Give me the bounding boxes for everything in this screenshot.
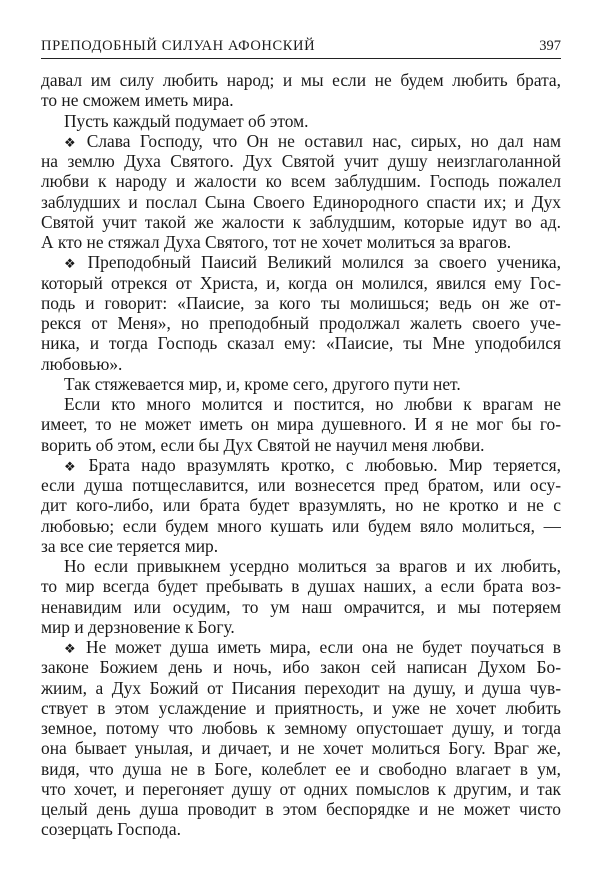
running-title: ПРЕПОДОБНЫЙ СИЛУАН АФОНСКИЙ: [41, 38, 316, 54]
paragraph: [41, 111, 561, 131]
text-line: [41, 435, 561, 455]
paragraph-bullet-icon: ❖: [64, 134, 81, 150]
bulleted-paragraph: [41, 131, 561, 253]
text-line: [41, 718, 561, 738]
paragraph: [41, 556, 561, 637]
line-text: заблудших и послал Сына Своего Единородного спасти их; и Дух: [41, 191, 561, 212]
line-text: А кто не стяжал Духа Святого, тот не хочет молиться за врагов.: [41, 232, 512, 252]
text-line: [41, 131, 561, 151]
page-number: 397: [539, 38, 561, 54]
text-line: [41, 252, 561, 272]
text-line: [41, 111, 561, 131]
text-line: [41, 192, 561, 212]
line-text: любовью; если будем много кушать или будем вяло молиться, —: [41, 515, 561, 536]
line-text: Слава Господу, что Он не оставил нас, сирых, но дал нам: [86, 130, 561, 151]
paragraph-bullet-icon: ❖: [64, 256, 82, 272]
text-line: [41, 617, 561, 637]
text-line: [41, 657, 561, 677]
text-line: [41, 819, 561, 839]
text-line: [41, 151, 561, 171]
line-text: видя, что душа не в Боге, колеблет ее и свободно влагает в ум,: [41, 758, 561, 779]
text-line: [41, 597, 561, 617]
paragraph: [41, 70, 561, 111]
line-text: за все сие теряется мир.: [41, 535, 219, 556]
line-text: то не сможем иметь мира.: [41, 90, 234, 111]
bulleted-paragraph: [41, 637, 561, 840]
text-line: [41, 90, 561, 110]
text-line: [41, 333, 561, 353]
line-text: ника, и тогда Господь сказал ему: «Паисие, ты Мне уподобился: [41, 333, 561, 354]
text-line: [41, 70, 561, 90]
line-text: ствует в этом услаждение и приятность, и уже не хочет любить: [41, 697, 561, 718]
text-line: [41, 536, 561, 556]
line-text: она бывает унылая, и дичает, и не хочет молиться Богу. Враг же,: [41, 738, 561, 759]
text-line: [41, 779, 561, 799]
text-line: [41, 313, 561, 333]
text-line: [41, 455, 561, 475]
running-header: [41, 34, 561, 59]
line-text: Не может душа иметь мира, если она не будет поучаться в: [86, 637, 561, 657]
text-line: [41, 738, 561, 758]
line-text: Пусть каждый подумает об этом.: [64, 110, 309, 131]
text-line: [41, 475, 561, 495]
line-text: Если кто много молится и постится, но любви к врагам не: [64, 394, 561, 414]
line-text: имеет, то не может иметь он мира душевного. И я не мог бы го-: [41, 414, 561, 435]
line-text: если душа потщеславится, или вознесется пред братом, или осу-: [41, 475, 561, 495]
text-line: [41, 799, 561, 819]
line-text: созерцать Господа.: [41, 819, 181, 840]
text-line: [41, 354, 561, 374]
line-text: мир и дерзновение к Богу.: [41, 616, 235, 637]
text-line: [41, 637, 561, 657]
text-line: [41, 759, 561, 779]
line-text: жиим, а Дух Божий от Писания переходит на душу, и душа чув-: [41, 677, 561, 698]
line-text: любовью».: [41, 353, 123, 374]
paragraph-bullet-icon: ❖: [64, 641, 81, 656]
text-line: [41, 516, 561, 536]
line-text: Брата надо вразумлять кротко, с любовью. Мир теряется,: [88, 454, 561, 475]
text-line: [41, 678, 561, 698]
line-text: законе Божием день и ночь, ибо закон сей написан Духом Бо-: [41, 657, 561, 678]
line-text: Святой учит такой же жалости к заблудшим, которые идут во ад.: [41, 211, 561, 232]
text-line: [41, 171, 561, 191]
line-text: дит кого-либо, или брата будет вразумлять, но не кротко и не с: [41, 495, 561, 516]
text-line: [41, 556, 561, 576]
text-line: [41, 414, 561, 434]
paragraph: [41, 394, 561, 455]
line-text: ворить об этом, если бы Дух Святой не научил меня любви.: [41, 434, 485, 455]
text-line: [41, 374, 561, 394]
bulleted-paragraph: [41, 252, 561, 374]
bulleted-paragraph: [41, 455, 561, 556]
line-text: целый день душа проводит в этом беспорядке и не может чисто: [41, 799, 561, 819]
line-text: земное, потому что любовь к земному опустошает душу, и тогда: [41, 718, 561, 738]
page-body-text: [41, 70, 561, 840]
text-line: [41, 232, 561, 252]
text-line: [41, 698, 561, 718]
paragraph-bullet-icon: ❖: [64, 458, 83, 474]
text-line: [41, 212, 561, 232]
line-text: на землю Духа Святого. Дух Святой учит душу неизглаголанной: [41, 151, 561, 171]
line-text: Но если привыкнем усердно молиться за врагов и их любить,: [64, 556, 561, 576]
line-text: любви к народу и жалости ко всем заблудшим. Господь пожалел: [41, 171, 561, 192]
paragraph: [41, 374, 561, 394]
line-text: подь и говорит: «Паисие, за кого ты молишься; ведь он же от-: [41, 292, 561, 313]
text-line: [41, 576, 561, 596]
line-text: рекся от Меня», но преподобный продолжал жалеть своего уче-: [41, 313, 561, 333]
line-text: что хочет, и перегоняет душу от одних помыслов к другим, и так: [41, 778, 561, 799]
line-text: который отрекся от Христа, и, когда он молился, явился ему Гос-: [41, 272, 561, 293]
line-text: Так стяжевается мир, и, кроме сего, другого пути нет.: [64, 373, 461, 394]
line-text: давал им силу любить народ; и мы если не будем любить брата,: [41, 70, 561, 90]
text-line: [41, 273, 561, 293]
text-line: [41, 394, 561, 414]
line-text: ненавидим или осудим, то ум наш омрачится, и мы потеряем: [41, 596, 561, 617]
text-line: [41, 293, 561, 313]
text-line: [41, 495, 561, 515]
line-text: Преподобный Паисий Великий молился за своего ученика,: [87, 252, 561, 273]
line-text: то мир всегда будет пребывать в душах наших, а если брата воз-: [41, 576, 561, 597]
